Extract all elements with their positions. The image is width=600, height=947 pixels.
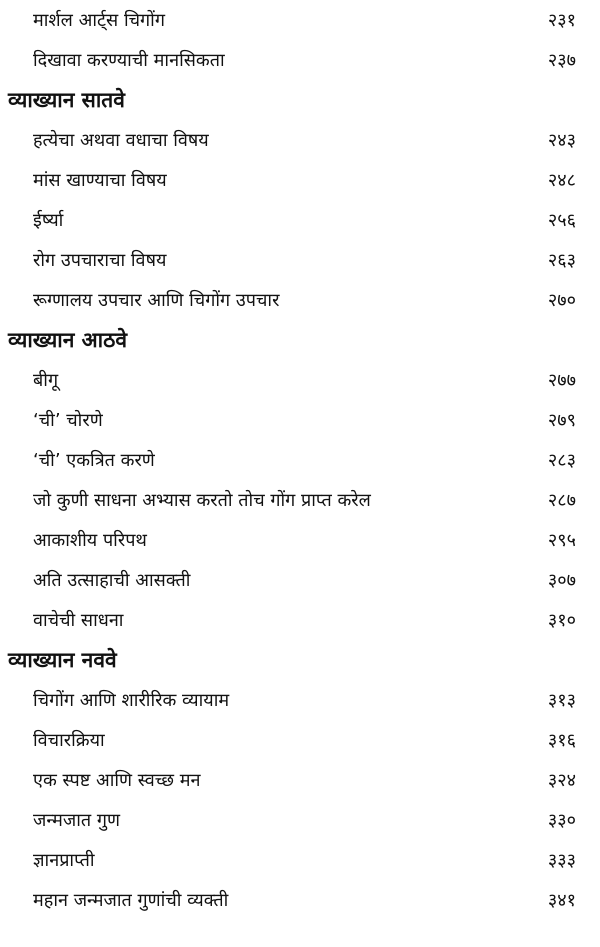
toc-entry-page-number: २४८: [547, 170, 576, 191]
toc-entry-page-number: २८३: [547, 450, 576, 471]
toc-entry-page-number: २४३: [547, 130, 576, 151]
toc-entry-title: मांस खाण्याचा विषय: [33, 170, 167, 191]
toc-entry[interactable]: [0, 480, 600, 520]
toc-entry-page-number: २८७: [547, 490, 576, 511]
toc-entry-page-number: ३०७: [547, 570, 576, 591]
toc-entry[interactable]: [0, 760, 600, 800]
toc-entry[interactable]: [0, 200, 600, 240]
toc-entry-title: ‘ची’ एकत्रित करणे: [33, 450, 155, 471]
toc-entry-title: दिखावा करण्याची मानसिकता: [33, 50, 225, 71]
toc-entry[interactable]: [0, 0, 600, 40]
toc-entry[interactable]: [0, 280, 600, 320]
toc-entry-title: ‘ची’ चोरणे: [33, 410, 103, 431]
toc-entry-title: हत्येचा अथवा वधाचा विषय: [33, 130, 209, 151]
toc-entry-title: वाचेची साधना: [33, 610, 124, 631]
toc-entry-title: अति उत्साहाची आसक्ती: [33, 570, 191, 591]
toc-entry-title: चिगोंग आणि शारीरिक व्यायाम: [33, 690, 230, 711]
toc-entry[interactable]: [0, 880, 600, 920]
toc-entry-title: ज्ञानप्राप्ती: [33, 850, 95, 871]
toc-entry-title: महान जन्मजात गुणांची व्यक्ती: [33, 890, 229, 911]
toc-entry-page-number: ३३३: [547, 850, 576, 871]
toc-entry-page-number: २७९: [547, 410, 576, 431]
toc-entry-page-number: ३३०: [547, 810, 576, 831]
toc-entry-page-number: २५६: [547, 210, 576, 231]
toc-entry-title: रोग उपचाराचा विषय: [33, 250, 167, 271]
toc-entry-page-number: २९५: [547, 530, 576, 551]
toc-entry-page-number: २३७: [547, 50, 576, 71]
toc-entry-page-number: २३१: [547, 10, 576, 31]
toc-entry-page-number: २७०: [547, 290, 576, 311]
toc-entry[interactable]: [0, 120, 600, 160]
toc-entry[interactable]: [0, 520, 600, 560]
toc-entry-title: बीगू: [33, 370, 59, 391]
toc-entry[interactable]: [0, 160, 600, 200]
toc-entry[interactable]: [0, 680, 600, 720]
toc-entry-page-number: ३४१: [547, 890, 576, 911]
toc-entry[interactable]: [0, 400, 600, 440]
toc-entry-page-number: ३१३: [547, 690, 576, 711]
toc-entry-page-number: ३२४: [547, 770, 576, 791]
toc-entry[interactable]: [0, 720, 600, 760]
toc-entry-title: ईर्ष्या: [33, 210, 64, 231]
toc-entry-title: आकाशीय परिपथ: [33, 530, 147, 551]
toc-entry-title: एक स्पष्ट आणि स्वच्छ मन: [33, 770, 201, 791]
toc-entry[interactable]: [0, 560, 600, 600]
section-heading: व्याख्यान सातवे: [8, 88, 125, 112]
toc-entry-page-number: २६३: [547, 250, 576, 271]
toc-section-lecture-seven: [0, 80, 600, 320]
toc-entry-title: विचारक्रिया: [33, 730, 105, 751]
toc-entry-title: मार्शल आर्ट्स चिगोंग: [33, 10, 165, 31]
toc-entry[interactable]: [0, 360, 600, 400]
toc-entry-page-number: ३१६: [547, 730, 576, 751]
toc-entry-title: जन्मजात गुण: [33, 810, 120, 831]
toc-section-lecture-nine: [0, 640, 600, 920]
section-heading: व्याख्यान नववे: [8, 648, 117, 672]
toc-entry[interactable]: [0, 240, 600, 280]
toc-entry[interactable]: [0, 600, 600, 640]
toc-entry-page-number: २७७: [547, 370, 576, 391]
toc-entry-title: रूग्णालय उपचार आणि चिगोंग उपचार: [33, 290, 280, 311]
toc-entry[interactable]: [0, 800, 600, 840]
toc-entry[interactable]: [0, 440, 600, 480]
toc-entry-title: जो कुणी साधना अभ्यास करतो तोच गोंग प्राप्त करेल: [33, 490, 371, 511]
toc-entry[interactable]: [0, 840, 600, 880]
toc-entry[interactable]: [0, 40, 600, 80]
toc-lead-group: [0, 0, 600, 80]
toc-section-lecture-eight: [0, 320, 600, 640]
section-heading: व्याख्यान आठवे: [8, 328, 128, 352]
toc-entry-page-number: ३१०: [547, 610, 576, 631]
